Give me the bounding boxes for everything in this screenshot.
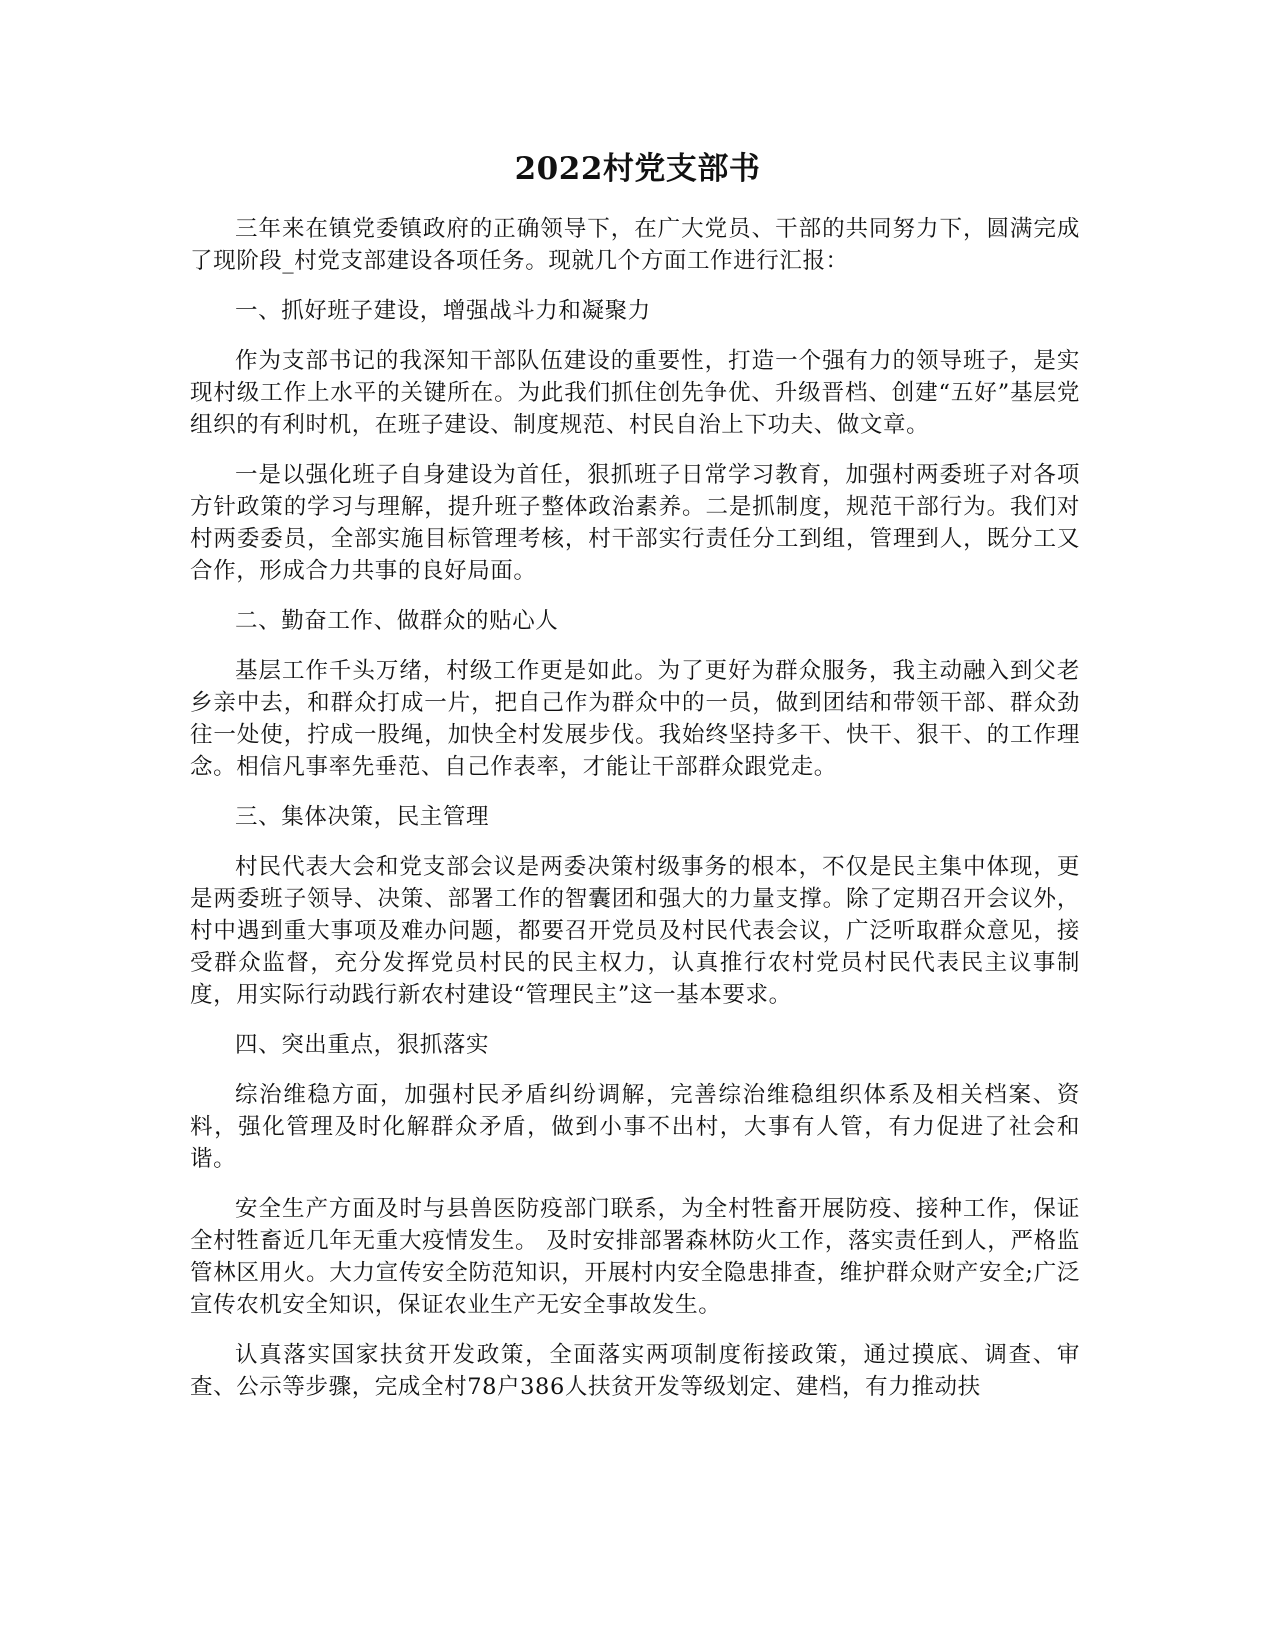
paragraph: 村民代表大会和党支部会议是两委决策村级事务的根本，不仅是民主集中体现，更是两委班子领导、决策、部署工作的智囊团和强大的力量支撑。除了定期召开会议外，村中遇到重大事项及难办问题，都要召开党员及村民代表会议，广泛听取群众意见，接受群众监督，充分发挥党员村民的民主权力，认真推行农村党员村民代表民主议事制度，用实际行动践行新农村建设“管理民主”这一基本要求。 <box>190 854 1080 1008</box>
paragraph: 一是以强化班子自身建设为首任，狠抓班子日常学习教育，加强村两委班子对各项方针政策的学习与理解，提升班子整体政治素养。二是抓制度，规范干部行为。我们对村两委委员，全部实施目标管理考核，村干部实行责任分工到组，管理到人，既分工又合作，形成合力共事的良好局面。 <box>190 462 1080 584</box>
section-heading-2: 二、勤奋工作、做群众的贴心人 <box>235 608 559 634</box>
paragraph: 综治维稳方面，加强村民矛盾纠纷调解，完善综治维稳组织体系及相关档案、资料，强化管理及时化解群众矛盾，做到小事不出村，大事有人管，有力促进了社会和谐。 <box>190 1082 1080 1172</box>
document-body <box>190 213 1080 1421</box>
paragraph: 认真落实国家扶贫开发政策，全面落实两项制度衔接政策，通过摸底、调查、审查、公示等步骤，完成全村78户386人扶贫开发等级划定、建档，有力推动扶 <box>190 1342 1080 1400</box>
paragraph-intro: 三年来在镇党委镇政府的正确领导下，在广大党员、干部的共同努力下，圆满完成了现阶段_村党支部建设各项任务。现就几个方面工作进行汇报： <box>190 216 1080 274</box>
paragraph: 安全生产方面及时与县兽医防疫部门联系，为全村牲畜开展防疫、接种工作，保证全村牲畜近几年无重大疫情发生。 及时安排部署森林防火工作，落实责任到人，严格监管林区用火。大力宣传安全防范知识，开展村内安全隐患排查，维护群众财产安全;广泛宣传农机安全知识，保证农业生产无安全事故发生。 <box>190 1196 1080 1318</box>
paragraph: 基层工作千头万绪，村级工作更是如此。为了更好为群众服务，我主动融入到父老乡亲中去，和群众打成一片，把自己作为群众中的一员，做到团结和带领干部、群众劲往一处使，拧成一股绳，加快全村发展步伐。我始终坚持多干、快干、狠干、的工作理念。相信凡事率先垂范、自己作表率，才能让干部群众跟党走。 <box>190 658 1080 780</box>
section-heading-1: 一、抓好班子建设，增强战斗力和凝聚力 <box>235 298 651 324</box>
section-heading-4: 四、突出重点，狠抓落实 <box>235 1032 490 1058</box>
document-title: 2022村党支部书 <box>514 151 761 187</box>
section-heading-3: 三、集体决策，民主管理 <box>235 804 490 830</box>
paragraph: 作为支部书记的我深知干部队伍建设的重要性，打造一个强有力的领导班子，是实现村级工作上水平的关键所在。为此我们抓住创先争优、升级晋档、创建“五好”基层党组织的有利时机，在班子建设、制度规范、村民自治上下功夫、做文章。 <box>190 348 1080 438</box>
